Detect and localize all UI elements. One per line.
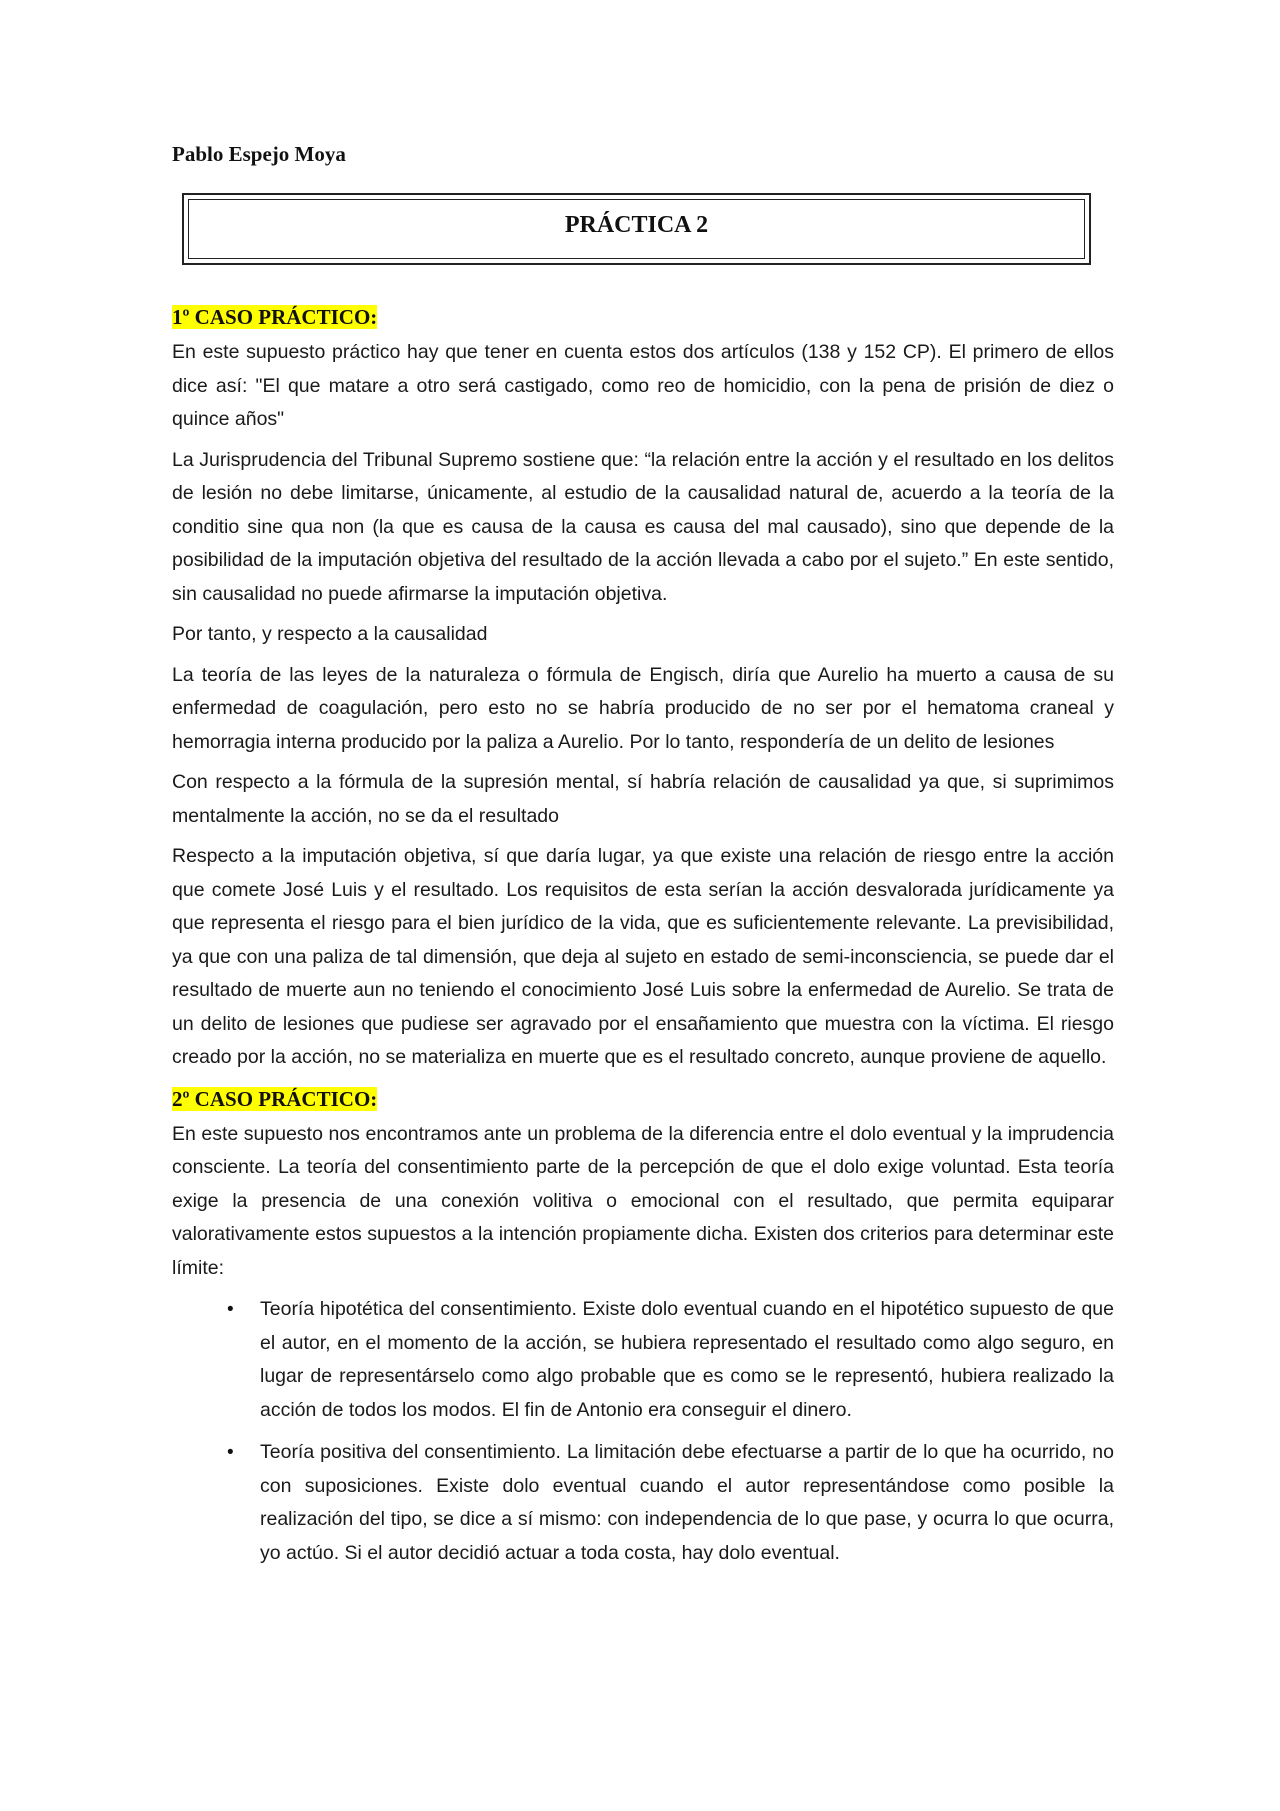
bullet-list — [172, 1293, 1114, 1570]
highlighted-heading: 1º CASO PRÁCTICO: — [172, 305, 378, 329]
list-item-text: Teoría positiva del consentimiento. La limitación debe efectuarse a partir de lo que ha ocurrido, no con suposiciones. Existe dolo eventual cuando el autor representándose como posible la realización del tipo, se dice a sí mismo: con independencia de lo que pase, y ocurra lo que ocurra, yo actúo. Si el autor decidió actuar a toda costa, hay dolo eventual. — [260, 1441, 1114, 1564]
paragraph: Respecto a la imputación objetiva, sí que daría lugar, ya que existe una relación de riesgo entre la acción que comete José Luis y el resultado. Los requisitos de esta serían la acción desvalorada jurídicamente ya que representa el riesgo para el bien jurídico de la vida, que es suficientemente relevante. La previsibilidad, ya que con una paliza de tal dimensión, que deja al sujeto en estado de semi-inconsciencia, se puede dar el resultado de muerte aun no teniendo el conocimiento José Luis sobre la enfermedad de Aurelio. Se trata de un delito de lesiones que pudiese ser agravado por el ensañamiento que muestra con la víctima. El riesgo creado por la acción, no se materializa en muerte que es el resultado concreto, aunque proviene de aquello. — [172, 845, 1114, 1068]
bullet-icon: • — [227, 1442, 234, 1463]
list-item-text: Teoría hipotética del consentimiento. Existe dolo eventual cuando en el hipotético supuesto de que el autor, en el momento de la acción, se hubiera representado el resultado como algo seguro, en lugar de representárselo como algo probable que es como se le representó, hubiera realizado la acción de todos los modos. El fin de Antonio era conseguir el dinero. — [260, 1298, 1114, 1421]
paragraph: Con respecto a la fórmula de la supresión mental, sí habría relación de causalidad ya que, si suprimimos mentalmente la acción, no se da el resultado — [172, 771, 1114, 827]
paragraph: La Jurisprudencia del Tribunal Supremo sostiene que: “la relación entre la acción y el resultado en los delitos de lesión no debe limitarse, únicamente, al estudio de la causalidad natural de, acuerdo a la teoría de la conditio sine qua non (la que es causa de la causa es causa del mal causado), sino que depende de la posibilidad de la imputación objetiva del resultado de la acción llevada a cabo por el sujeto.” En este sentido, sin causalidad no puede afirmarse la imputación objetiva. — [172, 448, 1114, 605]
highlighted-heading: 2º CASO PRÁCTICO: — [172, 1086, 378, 1111]
paragraph: En este supuesto práctico hay que tener en cuenta estos dos artículos (138 y 152 CP). El primero de ellos dice así: "El que matare a otro será castigado, como reo de homicidio, con la pena de prisión de diez o quince años" — [172, 341, 1114, 430]
title-box — [182, 193, 1091, 265]
paragraph: La teoría de las leyes de la naturaleza o fórmula de Engisch, diría que Aurelio ha muerto a causa de su enfermedad de coagulación, pero esto no se habría producido de no ser por el hematoma craneal y hemorragia interna producido por la paliza a Aurelio. Por lo tanto, respondería de un delito de lesiones — [172, 663, 1114, 753]
author-name: Pablo Espejo Moya — [172, 142, 346, 166]
paragraph: En este supuesto nos encontramos ante un problema de la diferencia entre el dolo eventual y la imprudencia consciente. La teoría del consentimiento parte de la percepción de que el dolo exige voluntad. Esta teoría exige la presencia de una conexión volitiva o emocional con el resultado, que permita equiparar valorativamente estos supuestos a la intención propiamente dicha. Existen dos criterios para determinar este límite: — [172, 1122, 1114, 1279]
section-caso-1 — [172, 300, 1114, 1075]
list-item — [172, 1293, 1114, 1427]
document-body — [172, 300, 1114, 1579]
paragraph: Por tanto, y respecto a la causalidad — [172, 623, 488, 645]
bullet-icon: • — [227, 1299, 234, 1320]
list-item — [172, 1436, 1114, 1570]
section-heading — [172, 300, 1114, 334]
section-caso-2 — [172, 1082, 1114, 1571]
section-heading — [172, 1082, 1114, 1116]
page-title: PRÁCTICA 2 — [188, 199, 1085, 259]
